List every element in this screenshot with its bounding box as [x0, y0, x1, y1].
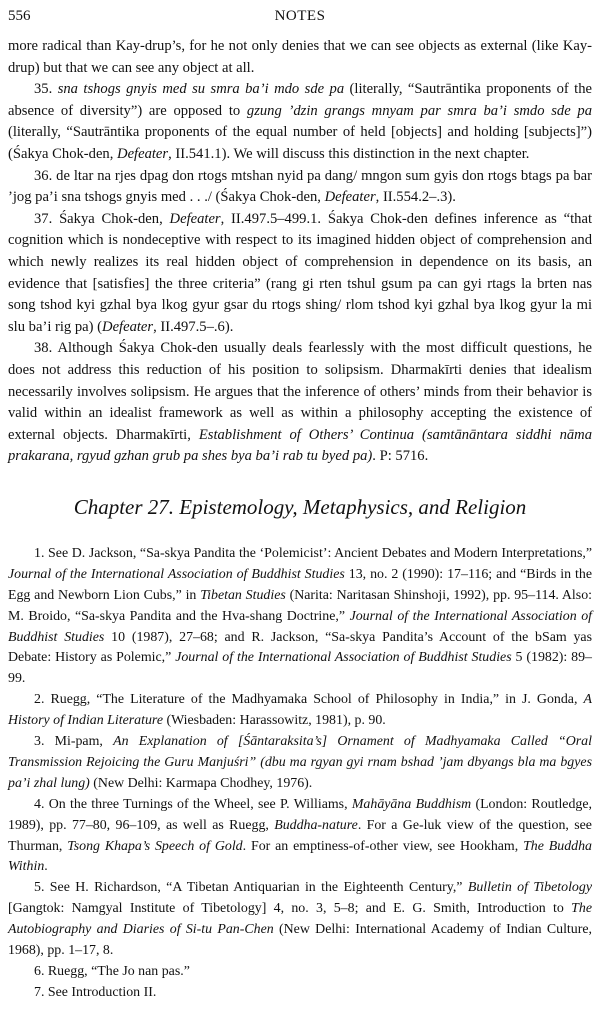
note-italic-text: Defeater — [102, 318, 154, 335]
note-text: [Gangtok: Namgyal Institute of Tibetology] 4, no. 3, 5–8; and E. G. Smith, Introduction to — [8, 901, 572, 917]
note-item — [8, 544, 592, 690]
note-item — [8, 166, 592, 209]
notes-list-chapter-27 — [8, 544, 592, 1004]
note-item — [8, 690, 592, 732]
note-text: . — [44, 859, 48, 875]
note-item — [8, 795, 592, 879]
note-text: . P: 5716. — [372, 448, 429, 465]
note-text: . For an emptiness-of-other view, see Hookham, — [242, 838, 524, 854]
note-text: Mi-pam, — [54, 734, 114, 750]
note-italic-text: gzung ’dzin grangs mnyam par smra ba’i smdo sde pa — [246, 102, 593, 119]
note-text: , II.554.2–.3). — [375, 189, 456, 206]
note-text: Śakya Chok-den, — [59, 210, 170, 227]
note-number: 37. — [34, 210, 53, 227]
note-italic-text: Defeater — [169, 210, 221, 227]
note-number: 38. — [34, 340, 53, 357]
note-text: 10 (1987), 27–68; and R. Jackson, “Sa-skya Pandita’s Account of the bSam yas Debate: History as Polemic,” — [8, 629, 592, 666]
note-text: 13, no. 2 (1990): 17–116; and “Birds in the Egg and Newborn Lion Cubs,” in — [8, 566, 592, 603]
note-italic-text: A History of Indian Literature — [8, 692, 592, 729]
note-text: On the three Turnings of the Wheel, see P. Williams, — [48, 796, 352, 812]
note-italic-text: Journal of the International Association of Buddhist Studies — [8, 566, 345, 582]
note-italic-text: Defeater — [117, 145, 169, 162]
note-italic-text: Mahāyāna Buddhism — [351, 796, 472, 812]
note-italic-text: Bulletin of Tibetology — [467, 880, 592, 896]
note-text: (literally, “Sautrāntika proponents of the absence of diversity”) are opposed to — [8, 81, 593, 119]
note-text: See D. Jackson, “Sa-skya Pandita the ‘Polemicist’: Ancient Debates and Modern Interpretations,” — [48, 545, 592, 561]
note-italic-text: Tibetan Studies — [200, 587, 286, 603]
note-item — [8, 79, 592, 165]
note-text: (London: Routledge, 1989), pp. 77–80, 96–109, as well as Ruegg, — [8, 796, 593, 833]
note-text: Although Śakya Chok-den usually deals fearlessly with the most difficult questions, he does not address this reduction of his position to solipsism. Dharmakīrti denies that idealism necessarily involves solipsism. He argues that the inference of others’ minds from their behavior is valid within an idealist framework as well as within a philosophy accepting the existence of external objects. Dharmakīrti, — [8, 340, 593, 443]
note-text: . For a Ge-luk view of the question, see Thurman, — [8, 817, 592, 854]
note-item — [8, 878, 592, 962]
note-number: 35. — [34, 81, 53, 98]
note-italic-text: Journal of the International Association of Buddhist Studies — [8, 608, 592, 645]
note-number: 36. — [34, 167, 53, 184]
note-number: 2. — [34, 692, 45, 708]
note-text: Ruegg, “The Literature of the Madhyamaka School of Philosophy in India,” in J. Gonda, — [50, 692, 584, 708]
note-text: See H. Richardson, “A Tibetan Antiquarian in the Eighteenth Century,” — [49, 880, 468, 896]
note-item — [8, 983, 592, 1004]
note-text: See Introduction II. — [47, 984, 157, 1000]
note-number: 6. — [34, 964, 45, 979]
note-italic-text: The Autobiography and Diaries of Si-tu Pan-Chen — [8, 901, 592, 938]
note-text: , II.497.5–.6). — [153, 318, 234, 335]
note-text: Ruegg, “The Jo nan pas.” — [47, 964, 190, 979]
continued-paragraph: more radical than Kay-drup’s, for he not only denies that we can see objects as external (like Kay-drup) but that we can see any object at all. — [8, 38, 592, 76]
note-italic-text: Tsong Khapa’s Speech of Gold — [67, 838, 243, 854]
note-text: (literally, “Sautrāntika proponents of the equal number of held [objects] and holding [subjects]”) (Śakya Chok-den, — [8, 124, 592, 162]
chapter-heading: Chapter 27. Epistemology, Metaphysics, and Religion — [73, 494, 527, 519]
note-item — [8, 962, 592, 983]
note-italic-text: Journal of the International Association of Buddhist Studies — [175, 650, 512, 666]
note-text: , II.541.1). We will discuss this distinction in the next chapter. — [168, 145, 530, 162]
running-head: NOTES — [274, 8, 326, 24]
note-item — [8, 732, 592, 795]
page-header — [8, 6, 592, 28]
note-number: 1. — [34, 545, 45, 561]
note-number: 5. — [34, 880, 45, 896]
note-number: 3. — [34, 734, 45, 750]
note-text: (Narita: Naritasan Shinshoji, 1992), pp. 95–114. Also: M. Broido, “Sa-skya Pandita and the Hva-shang Doctrine,” — [8, 587, 593, 624]
note-text: (New Delhi: International Academy of Indian Culture, 1968), pp. 1–17, 8. — [8, 922, 593, 959]
notes-list-chapter-26 — [8, 79, 592, 468]
note-text: 5 (1982): 89–99. — [8, 650, 592, 687]
note-italic-text: Establishment of Others’ Continua (samtānāntara siddhi nāma prakarana, rgyud gzhan grub pa shes bya ba’i rab tu byed pa) — [8, 426, 592, 465]
note-text: , II.497.5–499.1. Śakya Chok-den defines inference as “that cognition which is nondeceptive with respect to its imagined hidden object of comprehension and which newly realizes its real hidden object of comprehension in dependence on its basis, an evidence that [satisfies] the three criteria” (rang gi rten tshul gsum pa can gyi rtags la brten nas song tshod kyi gzhal bya lkog gyur gsar du rtogs shing/ rlom tshod kyi gzhal bya lkog gyur la mi slu ba’i rig pa) ( — [8, 210, 593, 335]
note-number: 4. — [34, 796, 45, 812]
note-italic-text: Defeater — [324, 189, 376, 206]
note-text: (Wiesbaden: Harassowitz, 1981), p. 90. — [162, 713, 386, 729]
note-italic-text: The Buddha Within — [8, 838, 592, 875]
note-text: (New Delhi: Karmapa Chodhey, 1976). — [89, 775, 313, 791]
note-italic-text: Buddha-nature — [274, 817, 358, 833]
page-number: 556 — [8, 8, 31, 24]
note-item — [8, 209, 592, 339]
note-italic-text: An Explanation of [Śāntaraksita’s] Ornament of Madhyamaka Called “Oral Transmission Rejoicing the Guru Manjuśri” (dbu ma rgyan gyi rnam bshad ’jam dbyangs bla ma bgyes pa’i zhal lung) — [8, 734, 592, 791]
note-item — [8, 338, 592, 468]
note-text: de ltar na rjes dpag don rtogs mtshan nyid pa dang/ mngon sum gyis don rtogs btags pa bar ’jog pa’i sna tshogs gnyis med . . ./ (Śakya Chok-den, — [8, 167, 592, 206]
note-number: 7. — [34, 984, 45, 1000]
note-italic-text: sna tshogs gnyis med su smra ba’i mdo sde pa — [57, 81, 345, 98]
